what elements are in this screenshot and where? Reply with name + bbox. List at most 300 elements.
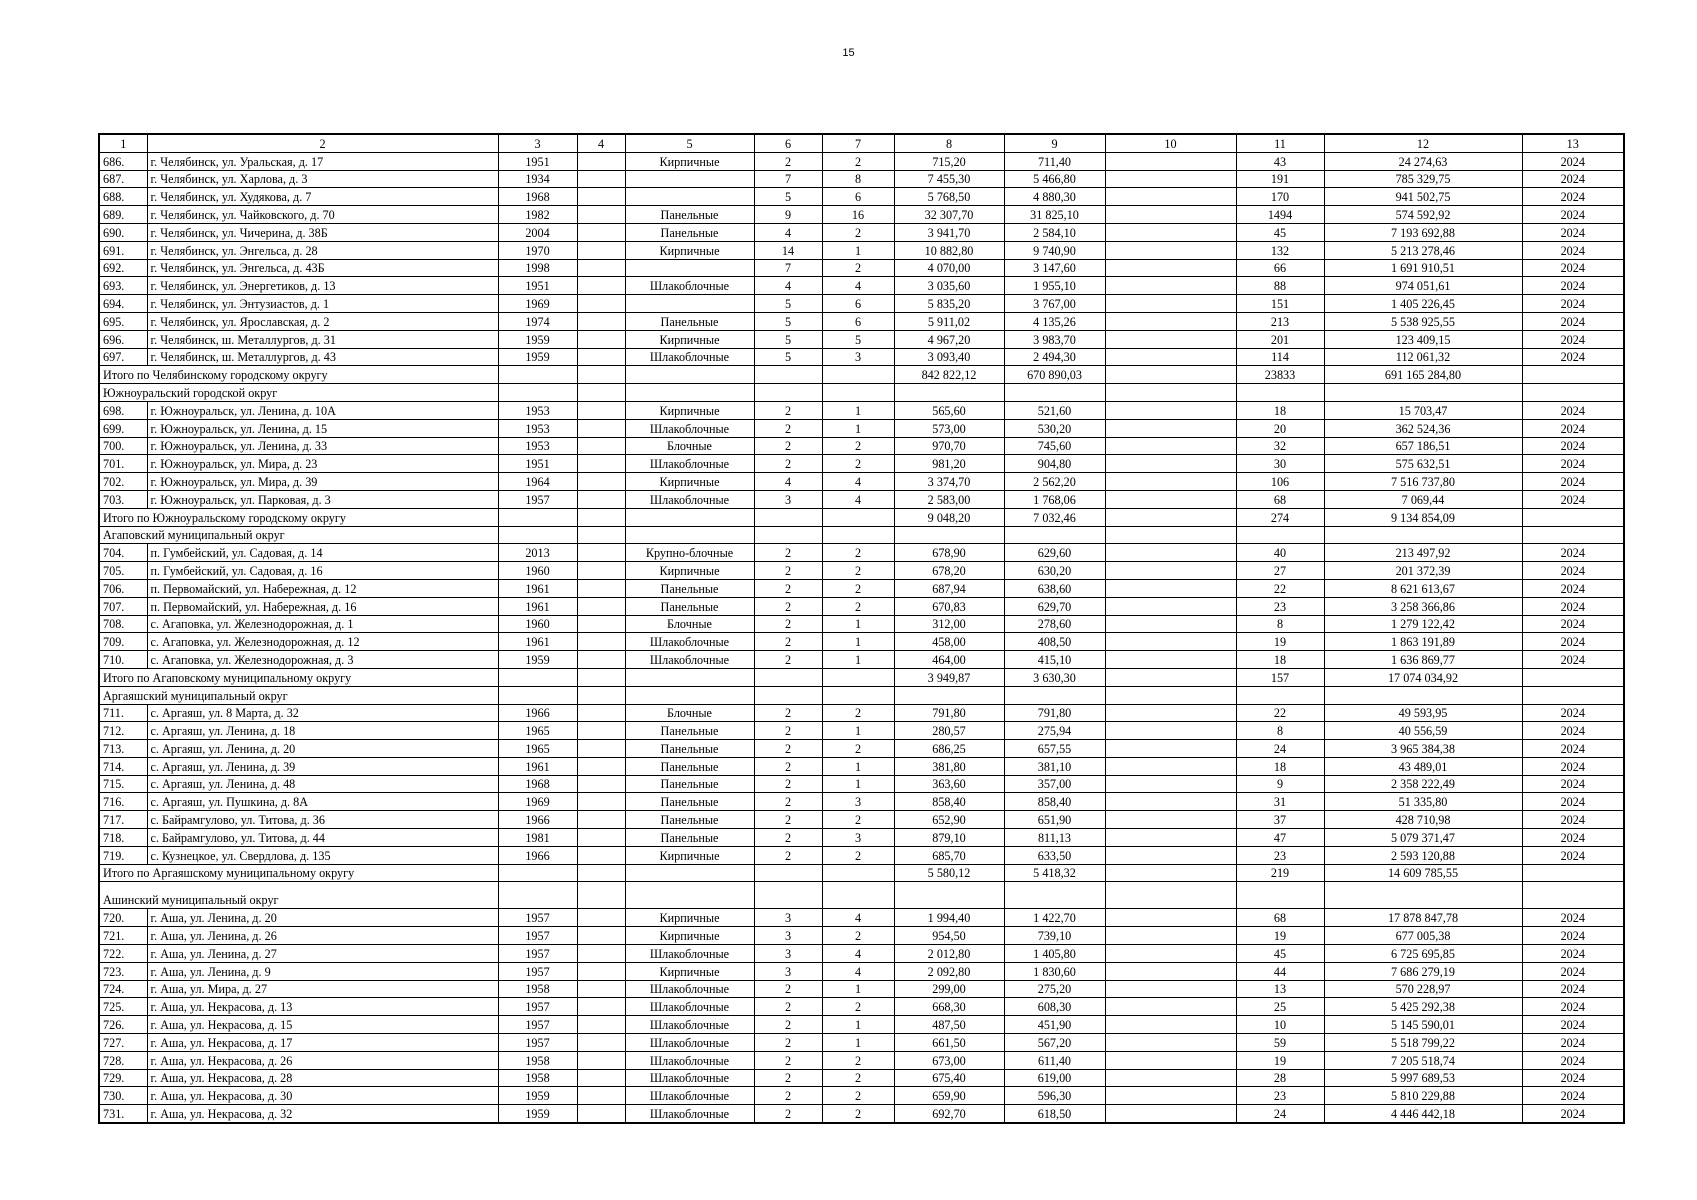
table-cell <box>1105 152 1236 170</box>
table-cell: 2 <box>822 562 894 580</box>
empty-cell <box>625 882 754 909</box>
table-cell: 114 <box>1236 348 1324 366</box>
table-cell: 299,00 <box>894 980 1004 998</box>
table-cell: 2 <box>822 579 894 597</box>
table-cell: 5 538 925,55 <box>1324 312 1522 330</box>
table-cell: 1959 <box>498 651 577 669</box>
table-cell: Шлакоблочные <box>625 1069 754 1087</box>
table-cell: 2 <box>754 579 822 597</box>
table-cell: 5 <box>754 312 822 330</box>
empty-cell <box>577 686 625 704</box>
table-cell: 1958 <box>498 1069 577 1087</box>
table-cell: г. Челябинск, ул. Чайковского, д. 70 <box>147 206 498 224</box>
table-row <box>99 170 1624 188</box>
table-row <box>99 962 1624 980</box>
table-cell: 1957 <box>498 927 577 945</box>
table-cell: 14 <box>754 241 822 259</box>
table-cell <box>625 170 754 188</box>
table-cell: 2 <box>754 740 822 758</box>
table-cell: 954,50 <box>894 927 1004 945</box>
table-cell: 5 <box>822 330 894 348</box>
table-cell: 2024 <box>1522 206 1624 224</box>
table-cell <box>577 775 625 793</box>
table-cell <box>577 757 625 775</box>
table-cell <box>577 846 625 864</box>
empty-cell <box>1236 526 1324 544</box>
table-cell: 1957 <box>498 490 577 508</box>
table-cell: 4 <box>822 945 894 963</box>
table-cell: 690. <box>99 223 147 241</box>
table-cell: 1968 <box>498 188 577 206</box>
table-row <box>99 980 1624 998</box>
table-cell: 25 <box>1236 998 1324 1016</box>
table-cell: 2 <box>754 793 822 811</box>
table-cell: 2024 <box>1522 188 1624 206</box>
subtotal-cell <box>822 366 894 384</box>
table-row <box>99 757 1624 775</box>
table-cell: 2 <box>754 1087 822 1105</box>
table-cell: Шлакоблочные <box>625 651 754 669</box>
table-cell: 2024 <box>1522 455 1624 473</box>
table-cell: 47 <box>1236 829 1324 847</box>
table-cell: г. Челябинск, ул. Ярославская, д. 2 <box>147 312 498 330</box>
table-cell: 904,80 <box>1004 455 1105 473</box>
table-cell: 3 147,60 <box>1004 259 1105 277</box>
empty-cell <box>754 882 822 909</box>
table-cell: Шлакоблочные <box>625 490 754 508</box>
table-cell: Панельные <box>625 757 754 775</box>
subtotal-cell <box>625 508 754 526</box>
empty-cell <box>1522 882 1624 909</box>
table-cell: 699. <box>99 419 147 437</box>
table-cell: 2 <box>822 704 894 722</box>
table-cell: 2024 <box>1522 241 1624 259</box>
table-cell: 1966 <box>498 846 577 864</box>
table-cell: 13 <box>1236 980 1324 998</box>
table-cell: г. Аша, ул. Ленина, д. 27 <box>147 945 498 963</box>
table-cell: 2 <box>754 615 822 633</box>
table-cell: 726. <box>99 1016 147 1034</box>
table-cell: 1 <box>822 401 894 419</box>
table-cell: 44 <box>1236 962 1324 980</box>
table-cell: 791,80 <box>1004 704 1105 722</box>
table-cell <box>1105 945 1236 963</box>
table-cell: 2 <box>822 259 894 277</box>
table-cell: 1965 <box>498 740 577 758</box>
table-cell: 3 <box>754 962 822 980</box>
table-cell: 2 <box>822 597 894 615</box>
table-cell: 66 <box>1236 259 1324 277</box>
table-cell: 2 584,10 <box>1004 223 1105 241</box>
table-cell: г. Челябинск, ул. Худякова, д. 7 <box>147 188 498 206</box>
table-cell: 2024 <box>1522 401 1624 419</box>
table-cell <box>1105 1034 1236 1052</box>
table-cell: 487,50 <box>894 1016 1004 1034</box>
table-cell: 1959 <box>498 1105 577 1123</box>
table-cell: 8 <box>1236 722 1324 740</box>
table-cell: Кирпичные <box>625 241 754 259</box>
table-cell: 727. <box>99 1034 147 1052</box>
table-cell: Кирпичные <box>625 927 754 945</box>
empty-cell <box>822 526 894 544</box>
table-cell: 3 258 366,86 <box>1324 597 1522 615</box>
empty-cell <box>625 686 754 704</box>
table-cell: 5 <box>754 348 822 366</box>
table-cell: 2024 <box>1522 1016 1624 1034</box>
table-cell <box>1105 909 1236 927</box>
table-cell: 710. <box>99 651 147 669</box>
table-cell: г. Аша, ул. Некрасова, д. 28 <box>147 1069 498 1087</box>
table-cell <box>577 490 625 508</box>
table-cell: 574 592,92 <box>1324 206 1522 224</box>
table-cell: 2 <box>754 1034 822 1052</box>
table-cell: г. Аша, ул. Ленина, д. 26 <box>147 927 498 945</box>
table-cell: 668,30 <box>894 998 1004 1016</box>
subtotal-cell: 157 <box>1236 668 1324 686</box>
subtotal-cell <box>754 366 822 384</box>
table-cell: 31 <box>1236 793 1324 811</box>
empty-cell <box>1324 526 1522 544</box>
table-cell: 2 <box>822 927 894 945</box>
table-cell: 702. <box>99 473 147 491</box>
table-cell: 2024 <box>1522 544 1624 562</box>
table-cell: 2 <box>754 704 822 722</box>
table-row <box>99 223 1624 241</box>
table-cell: 704. <box>99 544 147 562</box>
table-cell: г. Челябинск, ул. Чичерина, д. 38Б <box>147 223 498 241</box>
table-cell: 4 <box>754 277 822 295</box>
table-cell: 1957 <box>498 962 577 980</box>
empty-cell <box>894 686 1004 704</box>
table-cell: 31 825,10 <box>1004 206 1105 224</box>
subtotal-cell <box>625 864 754 882</box>
table-cell: 19 <box>1236 1051 1324 1069</box>
table-cell: 2 <box>822 846 894 864</box>
table-row <box>99 490 1624 508</box>
table-row <box>99 562 1624 580</box>
table-cell: 1966 <box>498 811 577 829</box>
section-heading: Ашинский муниципальный округ <box>99 882 498 909</box>
table-cell: Блочные <box>625 704 754 722</box>
table-cell: с. Байрамгулово, ул. Титова, д. 44 <box>147 829 498 847</box>
table-cell: 5 810 229,88 <box>1324 1087 1522 1105</box>
table-cell <box>577 473 625 491</box>
table-cell <box>1105 455 1236 473</box>
table-cell <box>577 295 625 313</box>
table-cell: 1969 <box>498 295 577 313</box>
table-cell <box>1105 829 1236 847</box>
table-cell: 362 524,36 <box>1324 419 1522 437</box>
table-cell: 688. <box>99 188 147 206</box>
empty-cell <box>498 384 577 402</box>
table-cell: 2 <box>822 998 894 1016</box>
empty-cell <box>894 526 1004 544</box>
table-cell: 1964 <box>498 473 577 491</box>
empty-cell <box>577 882 625 909</box>
subtotal-cell <box>1522 864 1624 882</box>
subtotal-cell: 274 <box>1236 508 1324 526</box>
table-cell: 68 <box>1236 909 1324 927</box>
table-cell: Шлакоблочные <box>625 998 754 1016</box>
table-cell: 2024 <box>1522 1051 1624 1069</box>
table-row <box>99 704 1624 722</box>
table-cell: 1951 <box>498 277 577 295</box>
table-cell: 1 <box>822 1016 894 1034</box>
subtotal-cell <box>498 366 577 384</box>
table-cell: 2 <box>754 757 822 775</box>
subtotal-cell <box>754 668 822 686</box>
table-cell <box>1105 437 1236 455</box>
table-cell: 88 <box>1236 277 1324 295</box>
table-cell: 717. <box>99 811 147 829</box>
table-cell: 701. <box>99 455 147 473</box>
table-cell: 1 <box>822 651 894 669</box>
table-cell: 2 <box>822 1105 894 1123</box>
table-row <box>99 437 1624 455</box>
table-cell: 19 <box>1236 927 1324 945</box>
subtotal-cell: 23833 <box>1236 366 1324 384</box>
table-cell <box>1105 295 1236 313</box>
table-cell: 1961 <box>498 597 577 615</box>
table-cell: 8 621 613,67 <box>1324 579 1522 597</box>
table-cell: 2 <box>754 980 822 998</box>
table-cell <box>1105 615 1236 633</box>
table-row <box>99 793 1624 811</box>
table-cell: 1 <box>822 980 894 998</box>
table-cell: 458,00 <box>894 633 1004 651</box>
section-heading-row <box>99 526 1624 544</box>
subtotal-cell: 5 580,12 <box>894 864 1004 882</box>
table-cell: 596,30 <box>1004 1087 1105 1105</box>
table-cell: 941 502,75 <box>1324 188 1522 206</box>
table-cell: 709. <box>99 633 147 651</box>
table-cell: 3 374,70 <box>894 473 1004 491</box>
table-cell: 611,40 <box>1004 1051 1105 1069</box>
table-cell: Кирпичные <box>625 401 754 419</box>
table-cell: 3 983,70 <box>1004 330 1105 348</box>
table-cell <box>1105 1016 1236 1034</box>
table-cell: 1 636 869,77 <box>1324 651 1522 669</box>
table-cell <box>577 562 625 580</box>
table-cell <box>577 793 625 811</box>
table-cell: 724. <box>99 980 147 998</box>
table-cell: 4 <box>822 490 894 508</box>
empty-cell <box>1522 686 1624 704</box>
table-cell: 1 <box>822 241 894 259</box>
table-cell: 1953 <box>498 419 577 437</box>
table-cell: 1958 <box>498 980 577 998</box>
table-cell: 638,60 <box>1004 579 1105 597</box>
table-cell: 530,20 <box>1004 419 1105 437</box>
table-cell: Кирпичные <box>625 562 754 580</box>
table-cell <box>1105 757 1236 775</box>
table-cell <box>577 651 625 669</box>
table-cell: 2024 <box>1522 597 1624 615</box>
table-cell <box>1105 980 1236 998</box>
table-cell: 1 <box>822 722 894 740</box>
table-cell: 5 425 292,38 <box>1324 998 1522 1016</box>
column-number-cell: 11 <box>1236 134 1324 152</box>
subtotal-cell: 9 048,20 <box>894 508 1004 526</box>
table-cell: 5 835,20 <box>894 295 1004 313</box>
table-cell <box>577 1051 625 1069</box>
subtotal-cell <box>754 508 822 526</box>
column-number-cell: 12 <box>1324 134 1522 152</box>
table-cell: Кирпичные <box>625 152 754 170</box>
table-cell: 573,00 <box>894 419 1004 437</box>
table-cell: 2 012,80 <box>894 945 1004 963</box>
table-cell: 712. <box>99 722 147 740</box>
table-cell: 415,10 <box>1004 651 1105 669</box>
table-cell: 720. <box>99 909 147 927</box>
table-row <box>99 419 1624 437</box>
table-cell <box>1105 793 1236 811</box>
table-cell: г. Южноуральск, ул. Мира, д. 23 <box>147 455 498 473</box>
table-cell: 619,00 <box>1004 1069 1105 1087</box>
column-number-row <box>99 134 1624 152</box>
table-cell: 719. <box>99 846 147 864</box>
table-cell: 428 710,98 <box>1324 811 1522 829</box>
table-cell: 2 <box>822 544 894 562</box>
table-cell: с. Аргаяш, ул. Ленина, д. 39 <box>147 757 498 775</box>
table-cell <box>1105 544 1236 562</box>
table-cell: 1 <box>822 419 894 437</box>
table-cell: 2 <box>822 1087 894 1105</box>
table-cell: 687. <box>99 170 147 188</box>
table-cell: 630,20 <box>1004 562 1105 580</box>
table-cell: 22 <box>1236 579 1324 597</box>
table-cell: 696. <box>99 330 147 348</box>
table-cell: 408,50 <box>1004 633 1105 651</box>
table-cell: 2024 <box>1522 1069 1624 1087</box>
subtotal-cell: 842 822,12 <box>894 366 1004 384</box>
table-cell: 132 <box>1236 241 1324 259</box>
table-cell: 68 <box>1236 490 1324 508</box>
table-row <box>99 544 1624 562</box>
table-cell: г. Челябинск, ул. Энергетиков, д. 13 <box>147 277 498 295</box>
table-cell: 715,20 <box>894 152 1004 170</box>
table-cell: 2024 <box>1522 998 1624 1016</box>
table-cell: Шлакоблочные <box>625 419 754 437</box>
table-cell <box>577 998 625 1016</box>
table-cell <box>1105 962 1236 980</box>
table-cell: 675,40 <box>894 1069 1004 1087</box>
table-cell: 9 740,90 <box>1004 241 1105 259</box>
table-cell: 5 145 590,01 <box>1324 1016 1522 1034</box>
table-cell <box>577 401 625 419</box>
table-cell: 5 768,50 <box>894 188 1004 206</box>
table-cell: 32 <box>1236 437 1324 455</box>
table-cell: 2024 <box>1522 909 1624 927</box>
table-cell: 1958 <box>498 1051 577 1069</box>
table-cell: 3 767,00 <box>1004 295 1105 313</box>
table-cell: 18 <box>1236 401 1324 419</box>
table-row <box>99 330 1624 348</box>
table-cell: Панельные <box>625 722 754 740</box>
table-cell: Шлакоблочные <box>625 1016 754 1034</box>
table-cell: 1 422,70 <box>1004 909 1105 927</box>
table-cell: 2024 <box>1522 757 1624 775</box>
section-heading-row <box>99 686 1624 704</box>
table-cell: 608,30 <box>1004 998 1105 1016</box>
table-cell: 1970 <box>498 241 577 259</box>
table-cell: 1 405 226,45 <box>1324 295 1522 313</box>
column-number-cell: 3 <box>498 134 577 152</box>
table-cell: 2013 <box>498 544 577 562</box>
table-cell <box>577 579 625 597</box>
table-cell: 24 <box>1236 740 1324 758</box>
table-cell: 2024 <box>1522 846 1624 864</box>
table-cell: 697. <box>99 348 147 366</box>
table-cell: 716. <box>99 793 147 811</box>
table-cell: 5 <box>754 295 822 313</box>
table-cell <box>1105 277 1236 295</box>
empty-cell <box>625 384 754 402</box>
table-cell <box>1105 490 1236 508</box>
table-cell: 567,20 <box>1004 1034 1105 1052</box>
table-cell: г. Челябинск, ш. Металлургов, д. 31 <box>147 330 498 348</box>
table-cell: г. Челябинск, ул. Энтузиастов, д. 1 <box>147 295 498 313</box>
table-cell: 2024 <box>1522 1087 1624 1105</box>
table-cell: Крупно-блочные <box>625 544 754 562</box>
table-cell <box>577 277 625 295</box>
table-cell: 2024 <box>1522 579 1624 597</box>
table-cell: 9 <box>754 206 822 224</box>
table-cell: 2 <box>754 437 822 455</box>
table-row <box>99 633 1624 651</box>
table-cell: 2 <box>822 223 894 241</box>
column-number-cell: 5 <box>625 134 754 152</box>
table-cell: 8 <box>822 170 894 188</box>
subtotal-cell <box>1522 508 1624 526</box>
column-number-cell: 10 <box>1105 134 1236 152</box>
table-cell: 1959 <box>498 348 577 366</box>
table-cell: 2024 <box>1522 945 1624 963</box>
table-row <box>99 1034 1624 1052</box>
subtotal-cell <box>577 668 625 686</box>
table-cell <box>1105 473 1236 491</box>
table-cell: 659,90 <box>894 1087 1004 1105</box>
table-cell: 7 686 279,19 <box>1324 962 1522 980</box>
table-cell: 695. <box>99 312 147 330</box>
table-cell: 24 274,63 <box>1324 152 1522 170</box>
table-cell: 1981 <box>498 829 577 847</box>
empty-cell <box>1324 686 1522 704</box>
table-cell: г. Аша, ул. Ленина, д. 9 <box>147 962 498 980</box>
table-cell: г. Аша, ул. Некрасова, д. 17 <box>147 1034 498 1052</box>
table-cell: 661,50 <box>894 1034 1004 1052</box>
table-cell <box>577 811 625 829</box>
table-cell: 191 <box>1236 170 1324 188</box>
table-cell <box>577 1087 625 1105</box>
table-cell <box>1105 579 1236 597</box>
table-cell: 2024 <box>1522 312 1624 330</box>
table-cell: 4 <box>754 223 822 241</box>
table-cell: 4 070,00 <box>894 259 1004 277</box>
table-row <box>99 295 1624 313</box>
subtotal-cell <box>498 668 577 686</box>
table-cell: 1998 <box>498 259 577 277</box>
table-cell: 3 <box>822 348 894 366</box>
table-cell: 2024 <box>1522 419 1624 437</box>
table-cell <box>1105 241 1236 259</box>
table-cell: 2024 <box>1522 259 1624 277</box>
table-cell: 151 <box>1236 295 1324 313</box>
table-cell: 40 556,59 <box>1324 722 1522 740</box>
empty-cell <box>1324 882 1522 909</box>
table-cell: 2024 <box>1522 1034 1624 1052</box>
table-cell: 974 051,61 <box>1324 277 1522 295</box>
